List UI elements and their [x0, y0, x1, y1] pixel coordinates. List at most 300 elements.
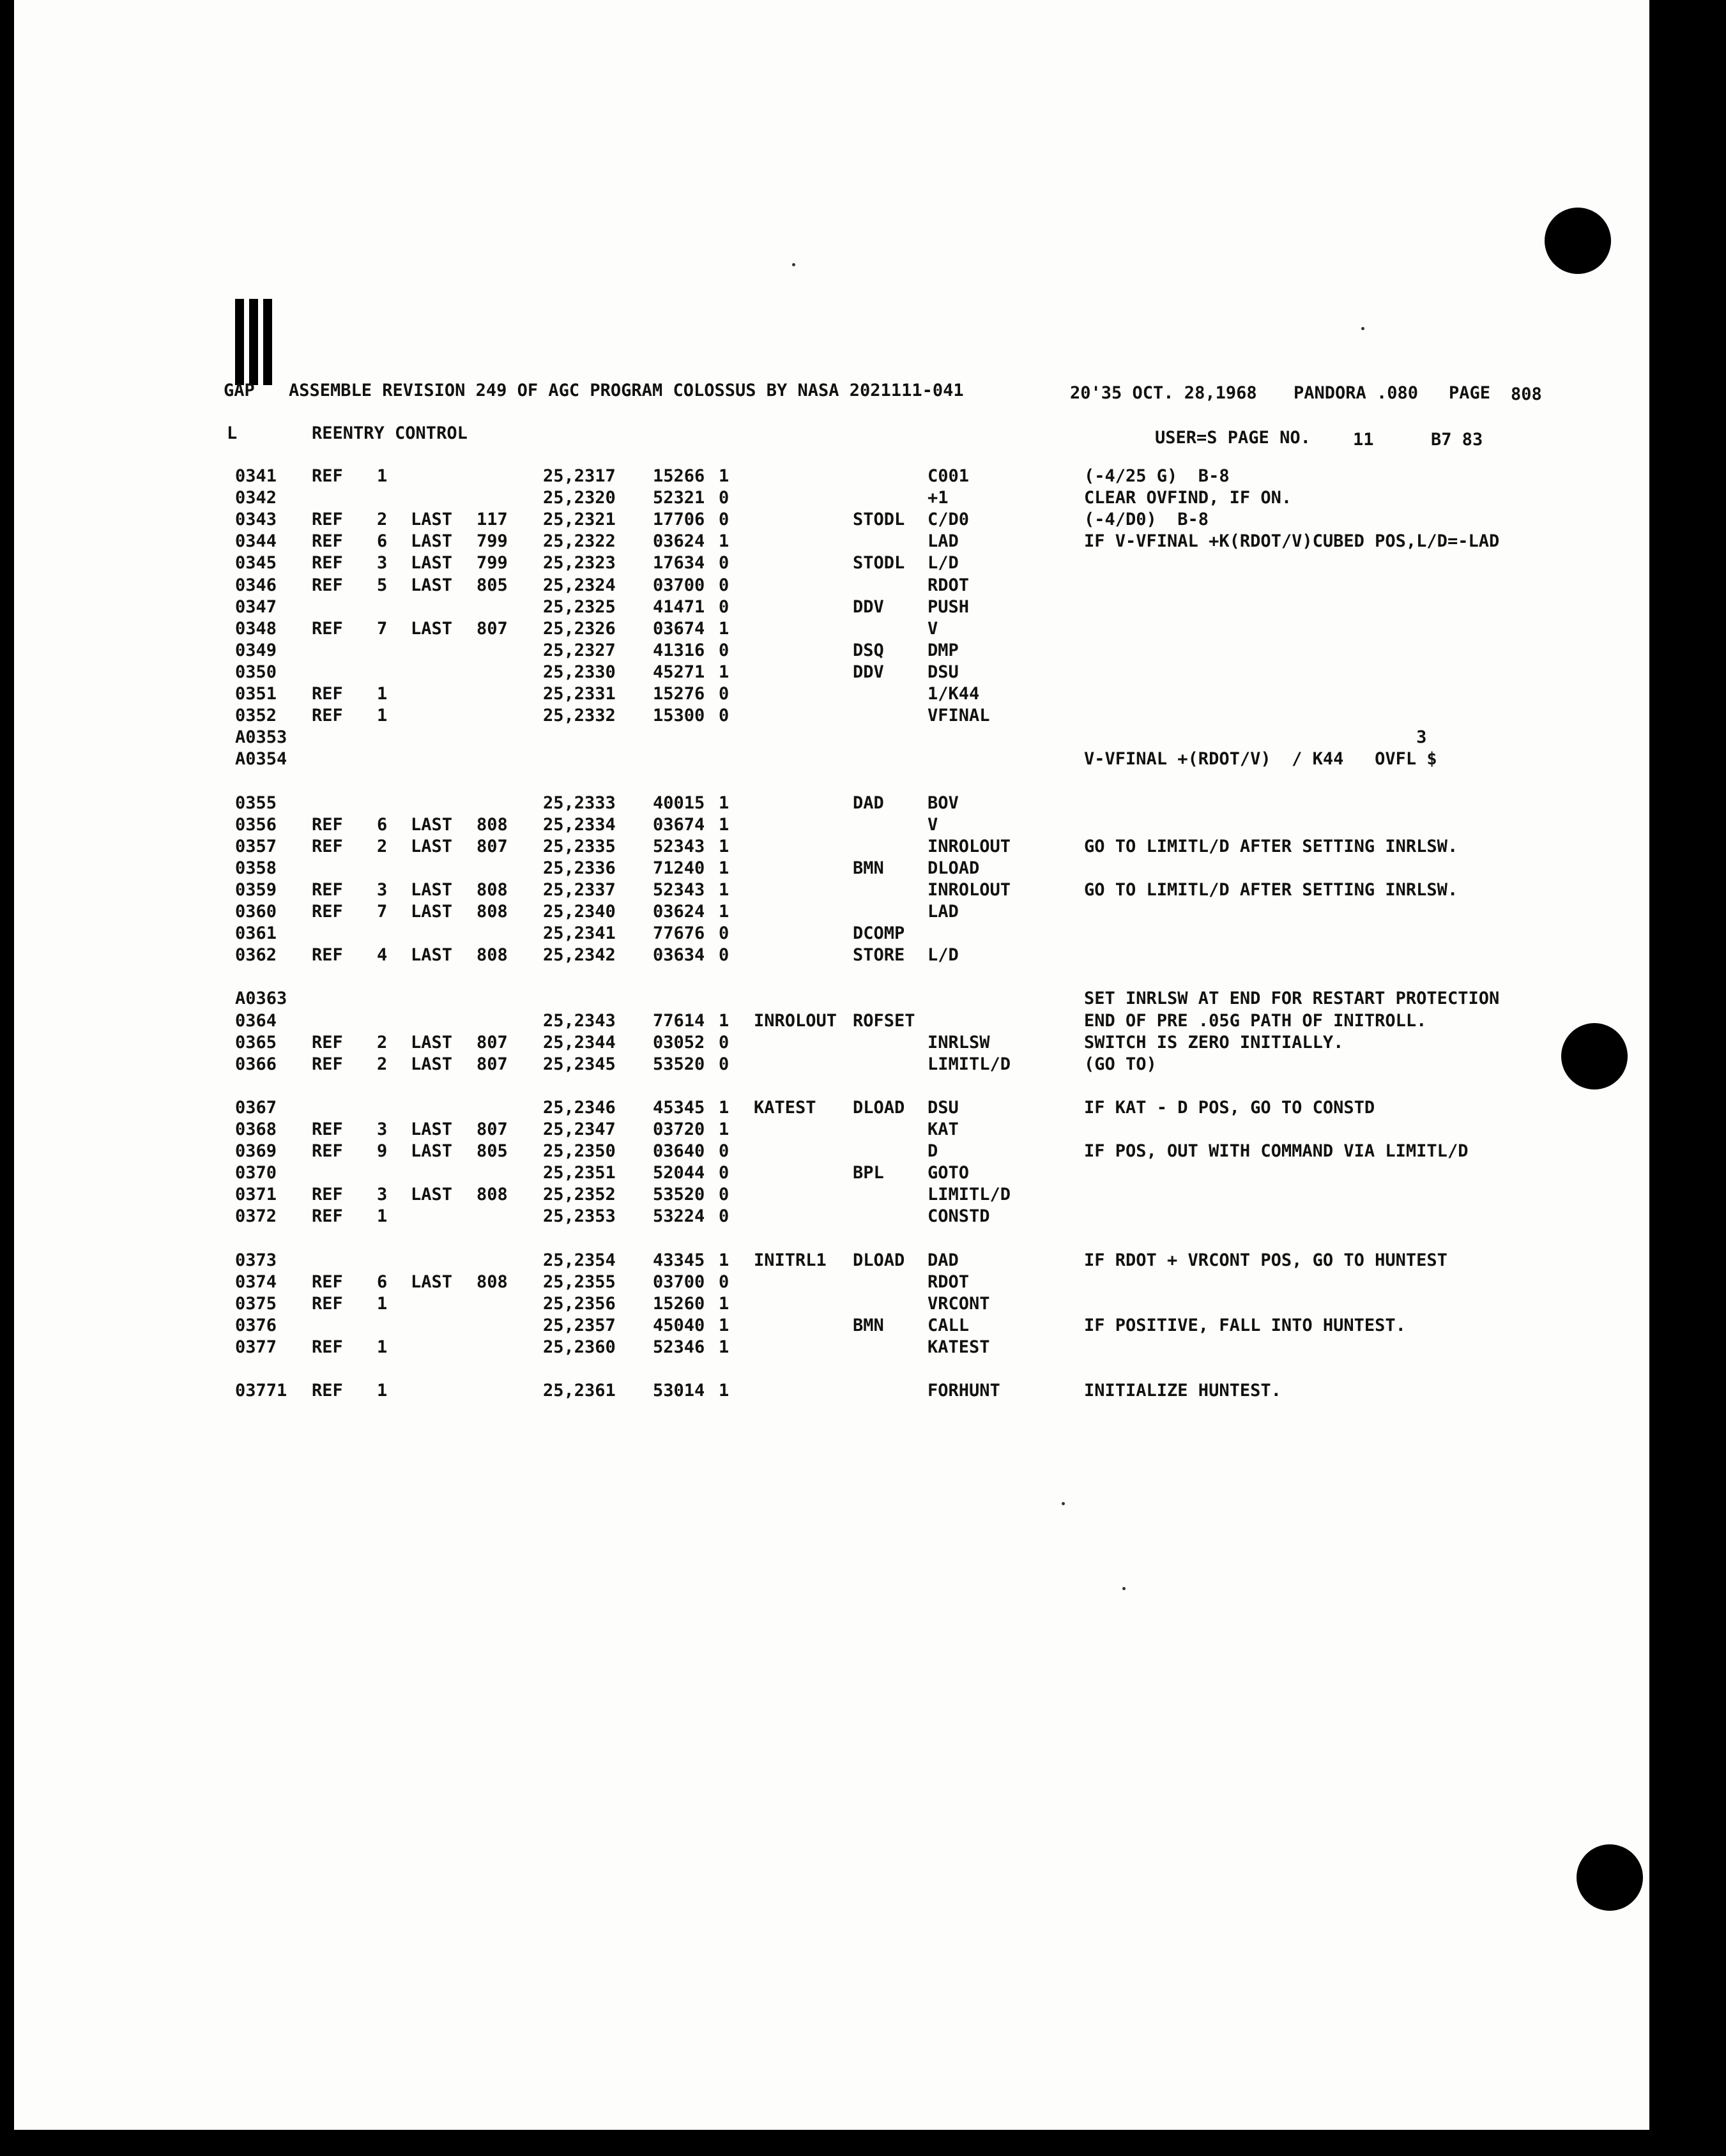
address: 25,2330 — [543, 662, 616, 682]
listing-row — [0, 511, 1726, 533]
last-keyword: LAST — [411, 1185, 453, 1204]
last-keyword: LAST — [411, 619, 453, 639]
line-number: 0369 — [235, 1141, 277, 1161]
ref-count: 1 — [377, 466, 388, 486]
bank-bit: 1 — [719, 793, 729, 813]
last-keyword: LAST — [411, 837, 453, 856]
line-number: 0377 — [235, 1337, 277, 1357]
ref-flag: REF — [312, 815, 343, 835]
listing-row — [0, 664, 1726, 685]
bank-bit: 0 — [719, 641, 729, 660]
ref-count: 6 — [377, 815, 388, 835]
octal-word: 45345 — [653, 1098, 705, 1118]
bank-bit: 0 — [719, 1185, 729, 1204]
ref-flag: REF — [312, 1120, 343, 1139]
line-number: 0366 — [235, 1054, 277, 1074]
comment: IF POSITIVE, FALL INTO HUNTEST. — [1084, 1316, 1406, 1335]
listing-row — [0, 1164, 1726, 1186]
symbol-label: KATEST — [754, 1098, 816, 1118]
line-number: 0350 — [235, 662, 277, 682]
bank-bit: 0 — [719, 488, 729, 508]
section-title: REENTRY CONTROL — [312, 423, 468, 443]
octal-word: 53014 — [653, 1381, 705, 1401]
octal-word: 17706 — [653, 510, 705, 529]
last-keyword: LAST — [411, 510, 453, 529]
address: 25,2346 — [543, 1098, 616, 1118]
ref-count: 1 — [377, 706, 388, 725]
listing-row — [0, 946, 1726, 968]
last-keyword: LAST — [411, 1033, 453, 1052]
line-number: 0370 — [235, 1163, 277, 1183]
operand: DLOAD — [928, 858, 980, 878]
line-number: 0341 — [235, 466, 277, 486]
address: 25,2354 — [543, 1250, 616, 1270]
listing-row — [0, 1099, 1726, 1121]
listing-row — [0, 1012, 1726, 1034]
address: 25,2350 — [543, 1141, 616, 1161]
opcode: BPL — [853, 1163, 884, 1183]
last-keyword: LAST — [411, 1272, 453, 1292]
comment: V-VFINAL +(RDOT/V) / K44 OVFL $ — [1084, 749, 1437, 769]
bank-bit: 1 — [719, 902, 729, 922]
line-number: 0375 — [235, 1294, 277, 1314]
ref-count: 1 — [377, 1294, 388, 1314]
listing-row — [0, 1077, 1726, 1099]
operand: LIMITL/D — [928, 1054, 1011, 1074]
line-number: 0373 — [235, 1250, 277, 1270]
paper-speck — [1062, 1502, 1065, 1505]
bank-bit: 0 — [719, 1163, 729, 1183]
ref-flag: REF — [312, 1185, 343, 1204]
line-number: 0356 — [235, 815, 277, 835]
address: 25,2317 — [543, 466, 616, 486]
line-number: 0344 — [235, 531, 277, 551]
ref-count: 3 — [377, 880, 388, 900]
octal-word: 41316 — [653, 641, 705, 660]
last-page: 117 — [477, 510, 508, 529]
bank-bit: 1 — [719, 1250, 729, 1270]
address: 25,2342 — [543, 945, 616, 965]
system-name: PANDORA .080 — [1294, 383, 1419, 403]
octal-word: 03720 — [653, 1120, 705, 1139]
operand: KAT — [928, 1120, 959, 1139]
ref-flag: REF — [312, 531, 343, 551]
line-number: 0376 — [235, 1316, 277, 1335]
comment: IF POS, OUT WITH COMMAND VIA LIMITL/D — [1084, 1141, 1469, 1161]
octal-word: 77676 — [653, 923, 705, 943]
address: 25,2351 — [543, 1163, 616, 1183]
octal-word: 03700 — [653, 1272, 705, 1292]
paper-speck — [792, 263, 795, 266]
octal-word: 40015 — [653, 793, 705, 813]
bank-bit: 0 — [719, 597, 729, 617]
user-page-label: USER=S PAGE NO. — [1155, 428, 1311, 448]
listing-row — [0, 1339, 1726, 1360]
last-keyword: LAST — [411, 1054, 453, 1074]
line-number: 0359 — [235, 880, 277, 900]
listing-row — [0, 794, 1726, 816]
octal-word: 03674 — [653, 815, 705, 835]
last-page: 807 — [477, 1054, 508, 1074]
last-keyword: LAST — [411, 880, 453, 900]
ref-flag: REF — [312, 1381, 343, 1401]
listing-row — [0, 577, 1726, 598]
operand: FORHUNT — [928, 1381, 1000, 1401]
line-number: 0365 — [235, 1033, 277, 1052]
octal-word: 03700 — [653, 575, 705, 595]
opcode: DDV — [853, 662, 884, 682]
header-mark: GAP — [224, 381, 255, 400]
operand: PUSH — [928, 597, 970, 617]
listing-row — [0, 750, 1726, 772]
ref-flag: REF — [312, 553, 343, 573]
listing-row — [0, 598, 1726, 620]
line-number: 0346 — [235, 575, 277, 595]
operand: INROLOUT — [928, 837, 1011, 856]
bank-bit: 1 — [719, 880, 729, 900]
bank-bit: 0 — [719, 684, 729, 704]
ref-count: 1 — [377, 684, 388, 704]
octal-word: 43345 — [653, 1250, 705, 1270]
listing-row — [0, 554, 1726, 576]
last-page: 808 — [477, 1272, 508, 1292]
comment: END OF PRE .05G PATH OF INITROLL. — [1084, 1011, 1427, 1031]
operand: +1 — [928, 488, 949, 508]
listing-row — [0, 838, 1726, 860]
opcode: DSQ — [853, 641, 884, 660]
bank-bit: 0 — [719, 553, 729, 573]
comment: (-4/25 G) B-8 — [1084, 466, 1230, 486]
operand: VRCONT — [928, 1294, 990, 1314]
address: 25,2347 — [543, 1120, 616, 1139]
listing-row — [0, 467, 1726, 489]
ref-count: 1 — [377, 1206, 388, 1226]
bank-bit: 1 — [719, 662, 729, 682]
page-label: PAGE — [1449, 383, 1491, 403]
opcode: STODL — [853, 553, 905, 573]
octal-word: 45271 — [653, 662, 705, 682]
address: 25,2325 — [543, 597, 616, 617]
listing-row — [0, 1208, 1726, 1229]
comment: (GO TO) — [1084, 1054, 1157, 1074]
comment: IF V-VFINAL +K(RDOT/V)CUBED POS,L/D=-LAD — [1084, 531, 1500, 551]
line-number: 0343 — [235, 510, 277, 529]
comment: CLEAR OVFIND, IF ON. — [1084, 488, 1292, 508]
octal-word: 03674 — [653, 619, 705, 639]
ref-flag: REF — [312, 510, 343, 529]
ref-flag: REF — [312, 706, 343, 725]
address: 25,2332 — [543, 706, 616, 725]
ref-flag: REF — [312, 619, 343, 639]
bank-bit: 1 — [719, 858, 729, 878]
octal-word: 52343 — [653, 880, 705, 900]
ref-flag: REF — [312, 1337, 343, 1357]
octal-word: 15260 — [653, 1294, 705, 1314]
octal-word: 53224 — [653, 1206, 705, 1226]
operand: INRLSW — [928, 1033, 990, 1052]
operand: DMP — [928, 641, 959, 660]
operand: LAD — [928, 902, 959, 922]
last-page: 807 — [477, 619, 508, 639]
last-page: 807 — [477, 1120, 508, 1139]
last-page: 799 — [477, 531, 508, 551]
address: 25,2324 — [543, 575, 616, 595]
line-number: 0360 — [235, 902, 277, 922]
comment: SET INRLSW AT END FOR RESTART PROTECTION — [1084, 989, 1500, 1008]
paper-speck — [1361, 327, 1364, 330]
address: 25,2336 — [543, 858, 616, 878]
comment: IF KAT - D POS, GO TO CONSTD — [1084, 1098, 1375, 1118]
bank-bit: 1 — [719, 1316, 729, 1335]
operand: GOTO — [928, 1163, 970, 1183]
listing-row — [0, 1382, 1726, 1404]
line-number: 0345 — [235, 553, 277, 573]
address: 25,2361 — [543, 1381, 616, 1401]
paper-speck — [1122, 1587, 1126, 1590]
bank-bit: 1 — [719, 619, 729, 639]
ref-flag: REF — [312, 1141, 343, 1161]
listing-row — [0, 881, 1726, 903]
octal-word: 03624 — [653, 531, 705, 551]
last-keyword: LAST — [411, 945, 453, 965]
octal-word: 52346 — [653, 1337, 705, 1357]
line-number: 0362 — [235, 945, 277, 965]
bank-bit: 0 — [719, 1206, 729, 1226]
subheader-left-mark: L — [227, 423, 238, 443]
operand: CALL — [928, 1316, 970, 1335]
address: 25,2327 — [543, 641, 616, 660]
line-number: 0371 — [235, 1185, 277, 1204]
ref-flag: REF — [312, 1206, 343, 1226]
address: 25,2335 — [543, 837, 616, 856]
operand: BOV — [928, 793, 959, 813]
listing-title: ASSEMBLE REVISION 249 OF AGC PROGRAM COLOSSUS BY NASA 2021111-041 — [289, 381, 964, 400]
listing-row — [0, 860, 1726, 881]
page-number: 808 — [1511, 384, 1542, 404]
listing-row — [0, 1317, 1726, 1339]
binder-marks-icon — [235, 299, 276, 385]
last-page: 808 — [477, 945, 508, 965]
address: 25,2321 — [543, 510, 616, 529]
opcode: DAD — [853, 793, 884, 813]
operand: KATEST — [928, 1337, 990, 1357]
bank-bit: 1 — [719, 837, 729, 856]
ref-count: 4 — [377, 945, 388, 965]
opcode: DLOAD — [853, 1250, 905, 1270]
print-timestamp: 20'35 OCT. 28,1968 — [1070, 383, 1257, 403]
ref-count: 2 — [377, 1054, 388, 1074]
line-number: 0348 — [235, 619, 277, 639]
ref-flag: REF — [312, 1033, 343, 1052]
listing-row — [0, 1056, 1726, 1077]
ref-count: 3 — [377, 1185, 388, 1204]
line-number: 0352 — [235, 706, 277, 725]
listing-row — [0, 816, 1726, 838]
ref-count: 1 — [377, 1381, 388, 1401]
line-number: 03771 — [235, 1381, 287, 1401]
opcode: ROFSET — [853, 1011, 915, 1031]
line-number: A0354 — [235, 749, 287, 769]
octal-word: 53520 — [653, 1185, 705, 1204]
last-keyword: LAST — [411, 902, 453, 922]
operand: V — [928, 619, 938, 639]
punch-hole-bottom — [1577, 1844, 1643, 1911]
bank-bit: 0 — [719, 1272, 729, 1292]
listing-row — [0, 1034, 1726, 1056]
bank-bit: 1 — [719, 1337, 729, 1357]
line-number: 0357 — [235, 837, 277, 856]
listing-row — [0, 707, 1726, 729]
ref-flag: REF — [312, 837, 343, 856]
line-number: 0349 — [235, 641, 277, 660]
operand: C/D0 — [928, 510, 970, 529]
last-page: 808 — [477, 880, 508, 900]
operand: DSU — [928, 662, 959, 682]
operand: RDOT — [928, 1272, 970, 1292]
listing-row — [0, 685, 1726, 707]
octal-word: 15300 — [653, 706, 705, 725]
octal-word: 15276 — [653, 684, 705, 704]
octal-word: 52343 — [653, 837, 705, 856]
comment: SWITCH IS ZERO INITIALLY. — [1084, 1033, 1344, 1052]
operand: LAD — [928, 531, 959, 551]
ref-count: 6 — [377, 1272, 388, 1292]
listing-row — [0, 729, 1726, 750]
last-keyword: LAST — [411, 815, 453, 835]
bank-bit: 1 — [719, 1098, 729, 1118]
octal-word: 03634 — [653, 945, 705, 965]
ref-count: 2 — [377, 1033, 388, 1052]
operand: V — [928, 815, 938, 835]
listing-row — [0, 489, 1726, 511]
line-number: A0353 — [235, 727, 287, 747]
opcode: BMN — [853, 858, 884, 878]
address: 25,2334 — [543, 815, 616, 835]
octal-word: 41471 — [653, 597, 705, 617]
address: 25,2356 — [543, 1294, 616, 1314]
operand: L/D — [928, 945, 959, 965]
ref-count: 6 — [377, 531, 388, 551]
operand: INROLOUT — [928, 880, 1011, 900]
punch-hole-top — [1545, 208, 1611, 274]
last-keyword: LAST — [411, 531, 453, 551]
octal-word: 15266 — [653, 466, 705, 486]
listing-row — [0, 990, 1726, 1012]
last-page: 799 — [477, 553, 508, 573]
opcode: BMN — [853, 1316, 884, 1335]
octal-word: 52321 — [653, 488, 705, 508]
user-page-number: 11 — [1353, 430, 1374, 450]
comment: INITIALIZE HUNTEST. — [1084, 1381, 1281, 1401]
opcode: STODL — [853, 510, 905, 529]
ref-count: 3 — [377, 553, 388, 573]
address: 25,2355 — [543, 1272, 616, 1292]
last-page: 808 — [477, 815, 508, 835]
opcode: DDV — [853, 597, 884, 617]
comment: GO TO LIMITL/D AFTER SETTING INRLSW. — [1084, 837, 1458, 856]
ref-flag: REF — [312, 902, 343, 922]
listing-row — [0, 1143, 1726, 1164]
bank-bit: 1 — [719, 1381, 729, 1401]
subheader-extra: B7 83 — [1431, 430, 1483, 450]
listing-row — [0, 1252, 1726, 1273]
line-number: 0374 — [235, 1272, 277, 1292]
ref-flag: REF — [312, 880, 343, 900]
bank-bit: 0 — [719, 706, 729, 725]
opcode: STORE — [853, 945, 905, 965]
last-keyword: LAST — [411, 1120, 453, 1139]
address: 25,2320 — [543, 488, 616, 508]
ref-count: 1 — [377, 1337, 388, 1357]
bank-bit: 1 — [719, 815, 729, 835]
comment: IF RDOT + VRCONT POS, GO TO HUNTEST — [1084, 1250, 1447, 1270]
bank-bit: 1 — [719, 466, 729, 486]
operand: D — [928, 1141, 938, 1161]
address: 25,2343 — [543, 1011, 616, 1031]
operand: C001 — [928, 466, 970, 486]
operand: VFINAL — [928, 706, 990, 725]
address: 25,2352 — [543, 1185, 616, 1204]
octal-word: 71240 — [653, 858, 705, 878]
bank-bit: 1 — [719, 1120, 729, 1139]
operand: L/D — [928, 553, 959, 573]
octal-word: 03052 — [653, 1033, 705, 1052]
bank-bit: 0 — [719, 575, 729, 595]
last-page: 805 — [477, 1141, 508, 1161]
line-number: 0347 — [235, 597, 277, 617]
comment: (-4/D0) B-8 — [1084, 510, 1209, 529]
address: 25,2341 — [543, 923, 616, 943]
line-number: A0363 — [235, 989, 287, 1008]
last-keyword: LAST — [411, 1141, 453, 1161]
address: 25,2323 — [543, 553, 616, 573]
listing-row — [0, 642, 1726, 664]
last-keyword: LAST — [411, 553, 453, 573]
last-page: 807 — [477, 1033, 508, 1052]
ref-flag: REF — [312, 945, 343, 965]
bank-bit: 0 — [719, 923, 729, 943]
address: 25,2344 — [543, 1033, 616, 1052]
ref-flag: REF — [312, 1294, 343, 1314]
octal-word: 52044 — [653, 1163, 705, 1183]
bank-bit: 0 — [719, 1033, 729, 1052]
bank-bit: 0 — [719, 945, 729, 965]
ref-count: 9 — [377, 1141, 388, 1161]
address: 25,2360 — [543, 1337, 616, 1357]
listing-row — [0, 1295, 1726, 1317]
listing-row — [0, 772, 1726, 794]
line-number: 0367 — [235, 1098, 277, 1118]
ref-flag: REF — [312, 1054, 343, 1074]
line-number: 0358 — [235, 858, 277, 878]
address: 25,2337 — [543, 880, 616, 900]
listing-row — [0, 1273, 1726, 1295]
ref-flag: REF — [312, 466, 343, 486]
ref-flag: REF — [312, 684, 343, 704]
symbol-label: INROLOUT — [754, 1011, 837, 1031]
listing-row — [0, 1186, 1726, 1208]
address: 25,2357 — [543, 1316, 616, 1335]
last-page: 805 — [477, 575, 508, 595]
octal-word: 77614 — [653, 1011, 705, 1031]
last-page: 808 — [477, 902, 508, 922]
operand: 1/K44 — [928, 684, 980, 704]
listing-row — [0, 533, 1726, 554]
line-number: 0364 — [235, 1011, 277, 1031]
octal-word: 45040 — [653, 1316, 705, 1335]
ref-count: 7 — [377, 902, 388, 922]
operand: DSU — [928, 1098, 959, 1118]
